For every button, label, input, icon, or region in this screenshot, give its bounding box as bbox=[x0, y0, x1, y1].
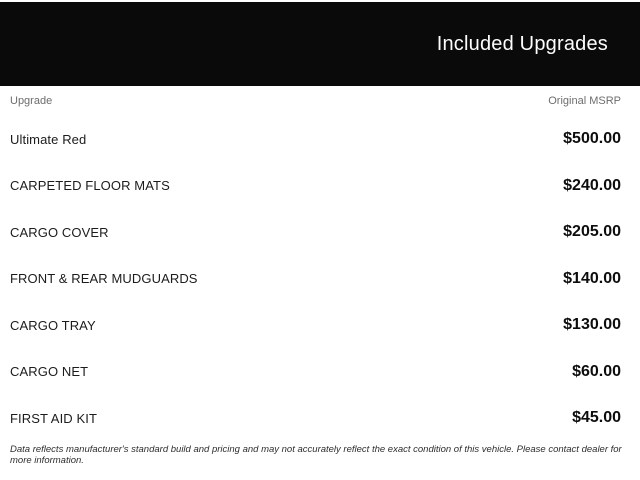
upgrade-price: $205.00 bbox=[563, 223, 621, 241]
upgrade-price: $140.00 bbox=[563, 269, 621, 287]
disclaimer-text: Data reflects manufacturer's standard build and pricing and may not accurately reflect the exact condition of this vehicle. Please contact dealer for more information. bbox=[10, 443, 622, 466]
upgrade-name: CARPETED FLOOR MATS bbox=[10, 178, 170, 194]
upgrade-price: $45.00 bbox=[572, 409, 621, 427]
upgrade-price: $60.00 bbox=[572, 362, 621, 380]
column-header-original-msrp: Original MSRP bbox=[548, 95, 621, 107]
upgrade-name: CARGO NET bbox=[10, 364, 89, 380]
table-header-row bbox=[10, 86, 621, 116]
upgrades-table bbox=[0, 86, 640, 442]
table-rows bbox=[10, 116, 621, 442]
upgrade-price: $500.00 bbox=[563, 130, 621, 148]
upgrade-price: $240.00 bbox=[563, 176, 621, 194]
table-row bbox=[10, 256, 621, 303]
table-row bbox=[10, 163, 621, 210]
upgrade-name: Ultimate Red bbox=[10, 131, 87, 147]
upgrade-name: FRONT & REAR MUDGUARDS bbox=[10, 271, 198, 287]
upgrade-name: CARGO TRAY bbox=[10, 317, 96, 333]
table-row bbox=[10, 349, 621, 396]
table-row bbox=[10, 302, 621, 349]
column-header-upgrade: Upgrade bbox=[10, 95, 53, 107]
table-row bbox=[10, 116, 621, 163]
panel-header bbox=[0, 2, 640, 86]
table-row bbox=[10, 395, 621, 442]
upgrade-price: $130.00 bbox=[563, 316, 621, 334]
upgrade-name: FIRST AID KIT bbox=[10, 410, 98, 426]
upgrade-name: CARGO COVER bbox=[10, 224, 109, 240]
table-row bbox=[10, 209, 621, 256]
page-title: Included Upgrades bbox=[436, 32, 608, 55]
